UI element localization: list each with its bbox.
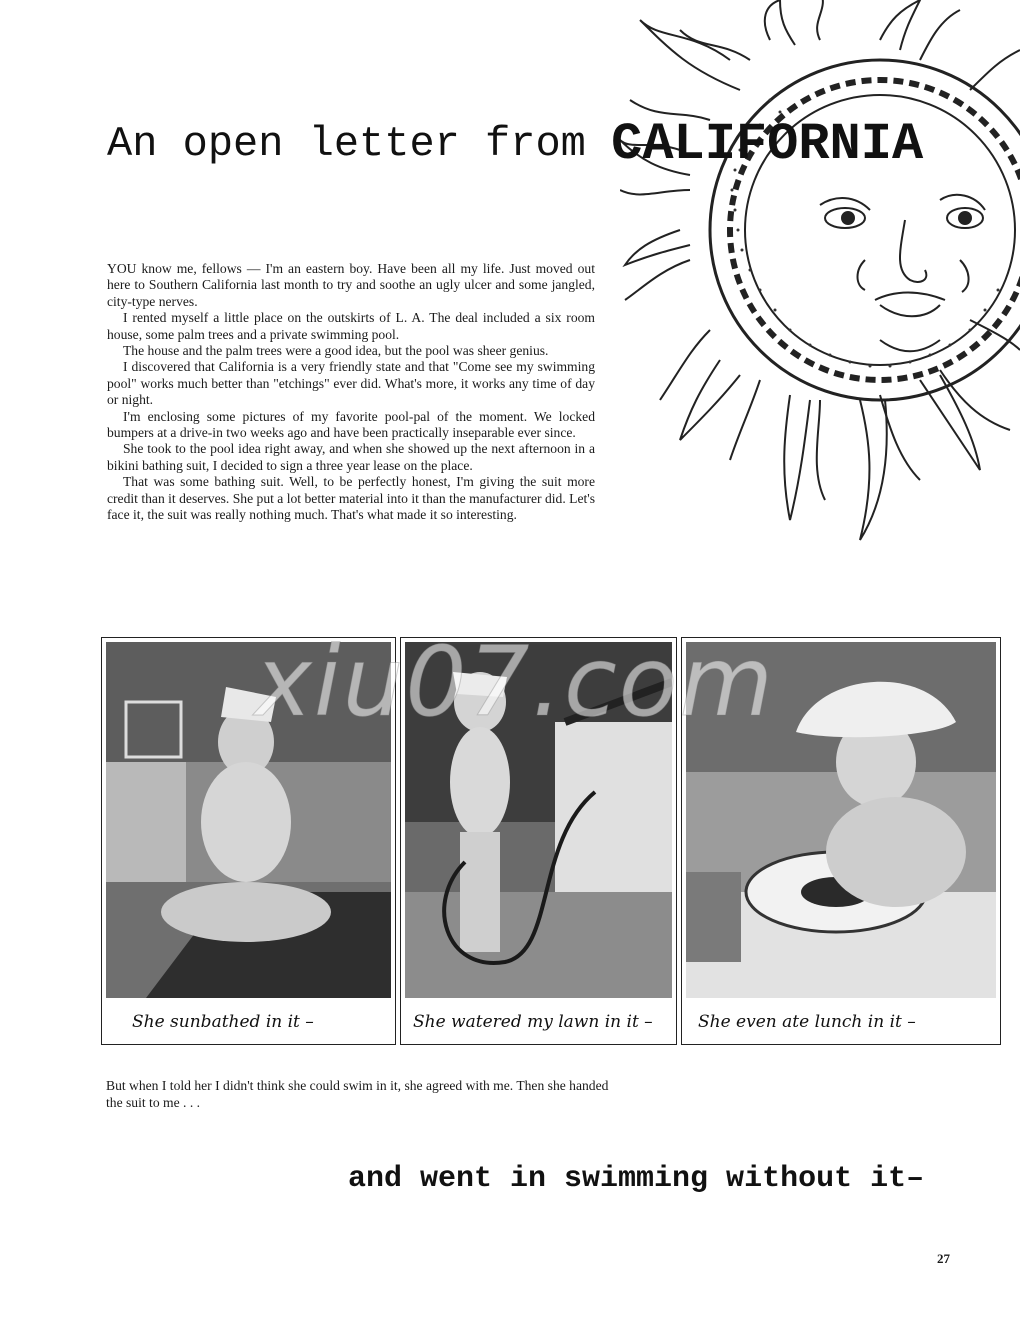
watermark: xiu07.com — [255, 626, 776, 738]
photo-sunbathing-image — [106, 642, 391, 998]
paragraph: I'm enclosing some pictures of my favorite pool-pal of the moment. We locked bumpers at a drive-in two weeks ago and have been practically inseparable ever since. — [107, 408, 595, 441]
paragraph: The house and the palm trees were a good idea, but the pool was sheer genius. — [123, 343, 549, 359]
photo-watering-image — [405, 642, 672, 998]
sun-illustration — [620, 0, 1020, 560]
paragraph: That was some bathing suit. Well, to be perfectly honest, I'm giving the suit more credit than it deserves. She put a lot better material into it than the manufacturer did. Let's face it, the suit was really nothing much. That's what made it so interesting. — [107, 474, 595, 523]
photo-sunbathing — [101, 637, 396, 1045]
closing-line: and went in swimming without it– — [348, 1162, 925, 1196]
photo-watering — [400, 637, 677, 1045]
page-title — [107, 112, 924, 174]
paragraph: I discovered that California is a very friendly state and that "Come see my swimming pool" works much better than "etchings" ever did. What's more, it works any time of day or night. — [107, 359, 595, 408]
photo-lunch — [681, 637, 1001, 1045]
title-emphasis: CALIFORNIA — [611, 115, 924, 174]
page-number: 27 — [937, 1251, 950, 1266]
title-prefix: An open letter from — [107, 120, 586, 168]
photo-watering-caption: She watered my lawn in it – — [413, 1012, 653, 1032]
photo-lunch-caption: She even ate lunch in it – — [698, 1012, 916, 1032]
photo-strip — [101, 637, 1001, 1047]
paragraph: I rented myself a little place on the outskirts of L. A. The deal included a six room house, some palm trees and a private swimming pool. — [107, 310, 595, 342]
letter-body — [107, 261, 595, 524]
paragraph: YOU know me, fellows — I'm an eastern boy. Have been all my life. Just moved out here to Southern California last month to try and soothe an ugly ulcer and some jangled, city-type nerves. — [107, 261, 595, 309]
photo-lunch-image — [686, 642, 996, 998]
photo-sunbathing-caption: She sunbathed in it – — [132, 1012, 314, 1032]
closing-paragraph: But when I told her I didn't think she could swim in it, she agreed with me. Then she handed the suit to me . . . — [106, 1078, 609, 1110]
paragraph: She took to the pool idea right away, and when she showed up the next afternoon in a bikini bathing suit, I decided to sign a three year lease on the place. — [107, 441, 595, 473]
